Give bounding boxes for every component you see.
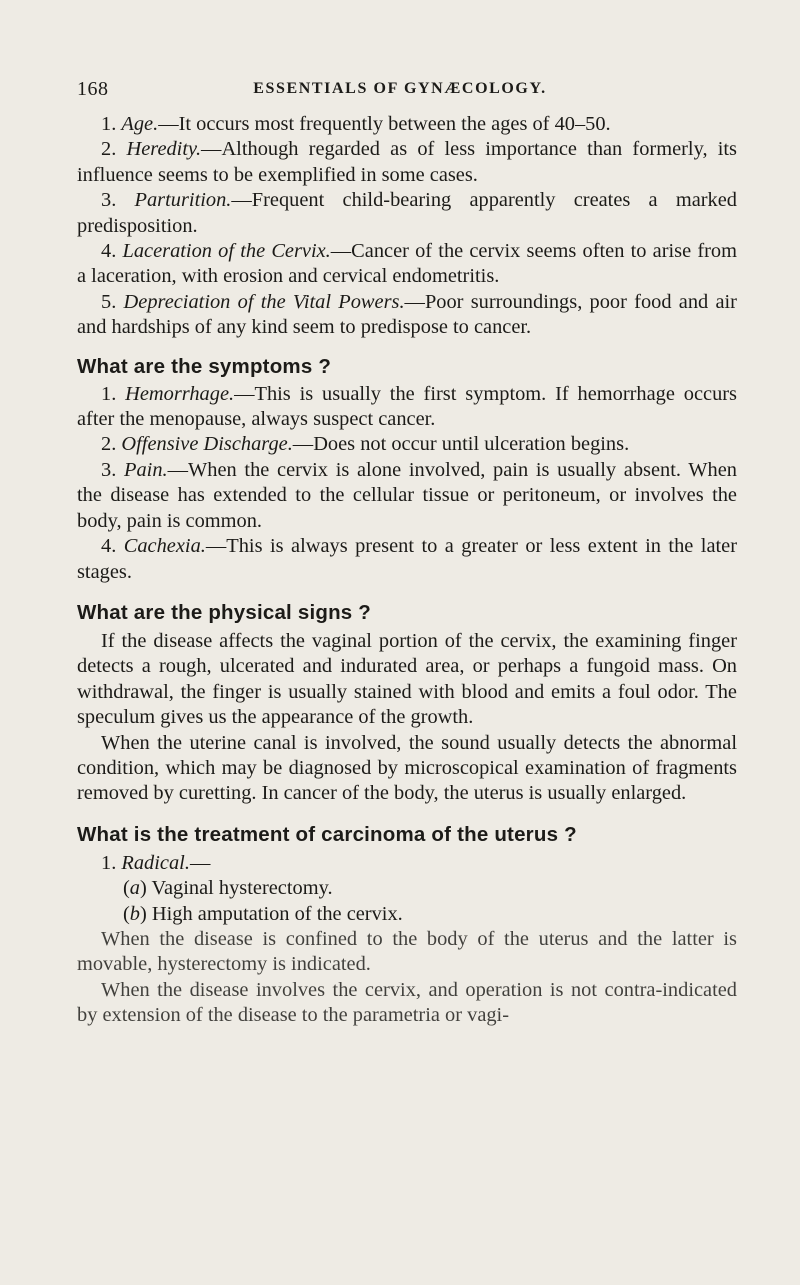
- paragraph: If the disease affects the vaginal portion of the cervix, the examining finger detects a rough, ulcerated and indurated area, or perhaps a fungoid mass. On withdrawal, the finger is usually stained with blood and emits a foul odor. The speculum gives us the appearance of the growth.: [77, 629, 737, 729]
- sub-list-item: (a) Vaginal hysterectomy.: [123, 877, 333, 900]
- list-item: 3. Parturition.—Frequent child-bearing apparently creates a marked predisposition.: [77, 189, 737, 237]
- list-item: 1. Hemorrhage.—This is usually the first symptom. If hemorrhage occurs after the menopause, always suspect cancer.: [77, 382, 737, 431]
- treatment-heading: What is the treatment of carcinoma of the uterus ?: [77, 822, 577, 846]
- paragraph: When the disease involves the cervix, and operation is not contra-indicated by extension of the disease to the parametria or vagi-: [77, 978, 737, 1027]
- list-item: 4. Cachexia.—This is always present to a greater or less extent in the later stages.: [77, 535, 737, 583]
- page-content: [77, 112, 737, 1029]
- paragraph: When the uterine canal is involved, the sound usually detects the abnormal condition, which may be diagnosed by microscopical examination of fragments removed by curetting. In cancer of the body, the uterus is usually enlarged.: [77, 731, 737, 805]
- list-item: 1. Radical.—: [101, 851, 211, 874]
- running-head: ESSENTIALS OF GYNÆCOLOGY.: [253, 80, 547, 97]
- physical-signs-heading: What are the physical signs ?: [77, 600, 372, 624]
- page-header: [0, 78, 800, 108]
- list-item: 3. Pain.—When the cervix is alone involved, pain is usually absent. When the disease has extended to the cellular tissue or peritoneum, or involves the body, pain is common.: [77, 458, 737, 532]
- list-item: 4. Laceration of the Cervix.—Cancer of the cervix seems often to arise from a laceration, with erosion and cervical endometritis.: [77, 240, 737, 288]
- list-item: 1. Age.—It occurs most frequently between the ages of 40–50.: [101, 113, 611, 135]
- list-item: 2. Heredity.—Although regarded as of less importance than formerly, its influence seems to be exemplified in some cases.: [77, 138, 737, 186]
- list-item: 2. Offensive Discharge.—Does not occur until ulceration begins.: [101, 433, 630, 456]
- symptoms-heading: What are the symptoms ?: [77, 354, 332, 378]
- page-number: 168: [77, 78, 109, 100]
- list-item: 5. Depreciation of the Vital Powers.—Poor surroundings, poor food and air and hardships of any kind seem to predispose to cancer.: [77, 290, 737, 339]
- paragraph: When the disease is confined to the body of the uterus and the latter is movable, hysterectomy is indicated.: [77, 927, 737, 976]
- sub-list-item: (b) High amputation of the cervix.: [123, 902, 403, 925]
